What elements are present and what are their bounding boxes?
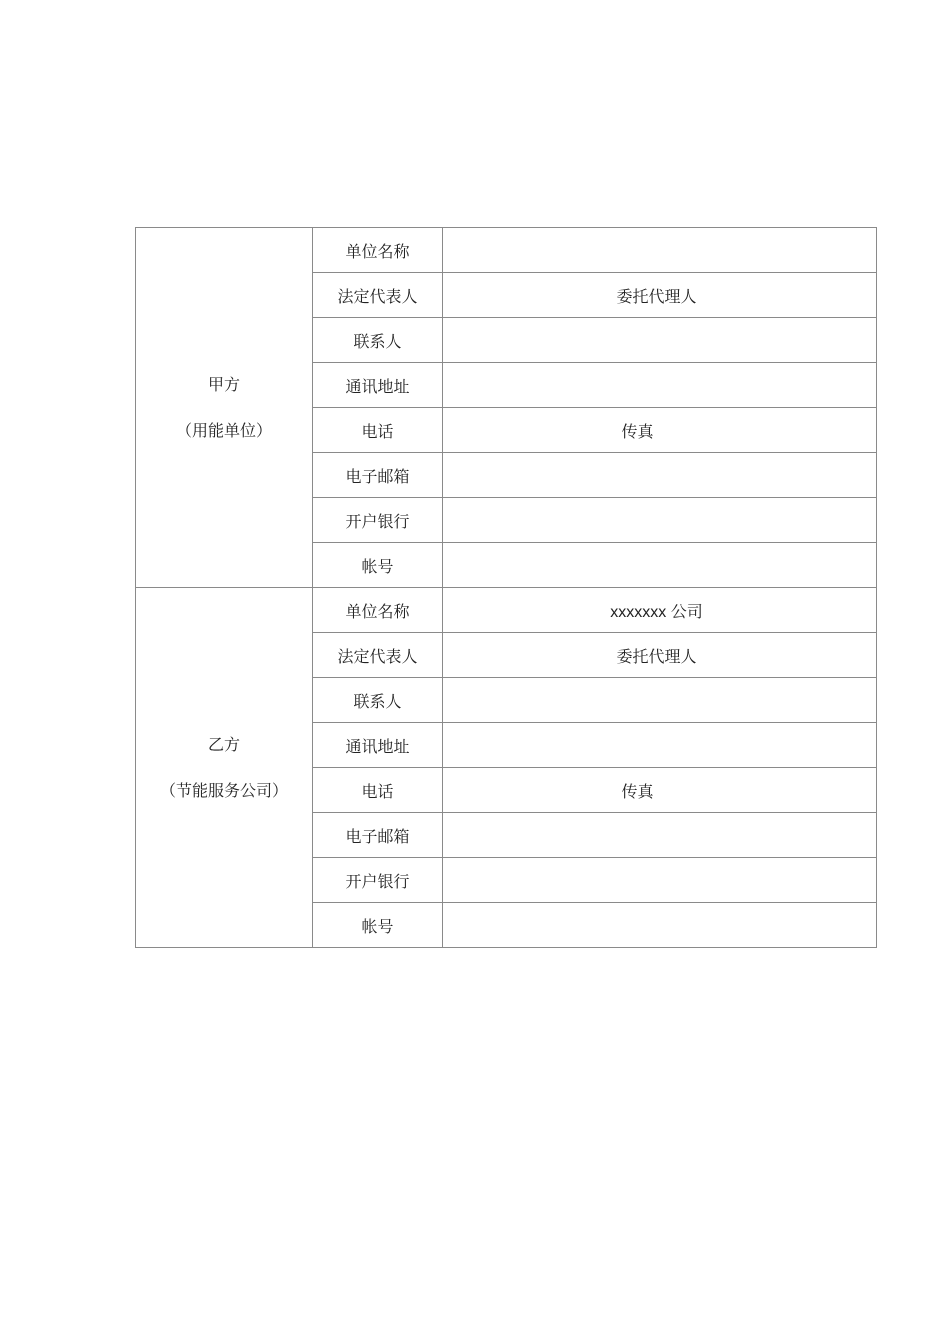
field-label: 电话 bbox=[313, 768, 443, 813]
party-info-table bbox=[135, 227, 877, 948]
field-label: 电子邮箱 bbox=[313, 813, 443, 858]
field-value[interactable]: xxxxxxx 公司 bbox=[443, 588, 877, 633]
field-value[interactable] bbox=[443, 858, 877, 903]
party-b-cell bbox=[136, 588, 313, 948]
field-label: 电话 bbox=[313, 408, 443, 453]
field-label: 通讯地址 bbox=[313, 363, 443, 408]
field-value[interactable] bbox=[443, 543, 877, 588]
field-value[interactable] bbox=[443, 678, 877, 723]
field-label: 法定代表人 bbox=[313, 633, 443, 678]
field-label: 单位名称 bbox=[313, 228, 443, 273]
table-row bbox=[136, 588, 877, 633]
field-label: 单位名称 bbox=[313, 588, 443, 633]
field-value[interactable]: 传真 bbox=[443, 408, 877, 453]
field-value[interactable] bbox=[443, 228, 877, 273]
party-a-name: 甲方 bbox=[207, 374, 240, 394]
field-label: 通讯地址 bbox=[313, 723, 443, 768]
party-b-name: 乙方 bbox=[207, 734, 240, 754]
field-label: 联系人 bbox=[313, 318, 443, 363]
field-label: 电子邮箱 bbox=[313, 453, 443, 498]
field-value[interactable] bbox=[443, 318, 877, 363]
party-a-cell bbox=[136, 228, 313, 588]
field-value[interactable] bbox=[443, 363, 877, 408]
field-label: 帐号 bbox=[313, 543, 443, 588]
field-value[interactable]: 委托代理人 bbox=[443, 273, 877, 318]
field-value[interactable]: 委托代理人 bbox=[443, 633, 877, 678]
field-label: 开户银行 bbox=[313, 498, 443, 543]
field-value[interactable] bbox=[443, 498, 877, 543]
field-value[interactable]: 传真 bbox=[443, 768, 877, 813]
field-value[interactable] bbox=[443, 903, 877, 948]
field-label: 开户银行 bbox=[313, 858, 443, 903]
table-row bbox=[136, 228, 877, 273]
field-label: 联系人 bbox=[313, 678, 443, 723]
field-label: 帐号 bbox=[313, 903, 443, 948]
field-value[interactable] bbox=[443, 813, 877, 858]
field-label: 法定代表人 bbox=[313, 273, 443, 318]
party-b-role: （节能服务公司） bbox=[159, 780, 288, 800]
party-a-role: （用能单位） bbox=[175, 420, 272, 440]
field-value[interactable] bbox=[443, 453, 877, 498]
field-value[interactable] bbox=[443, 723, 877, 768]
